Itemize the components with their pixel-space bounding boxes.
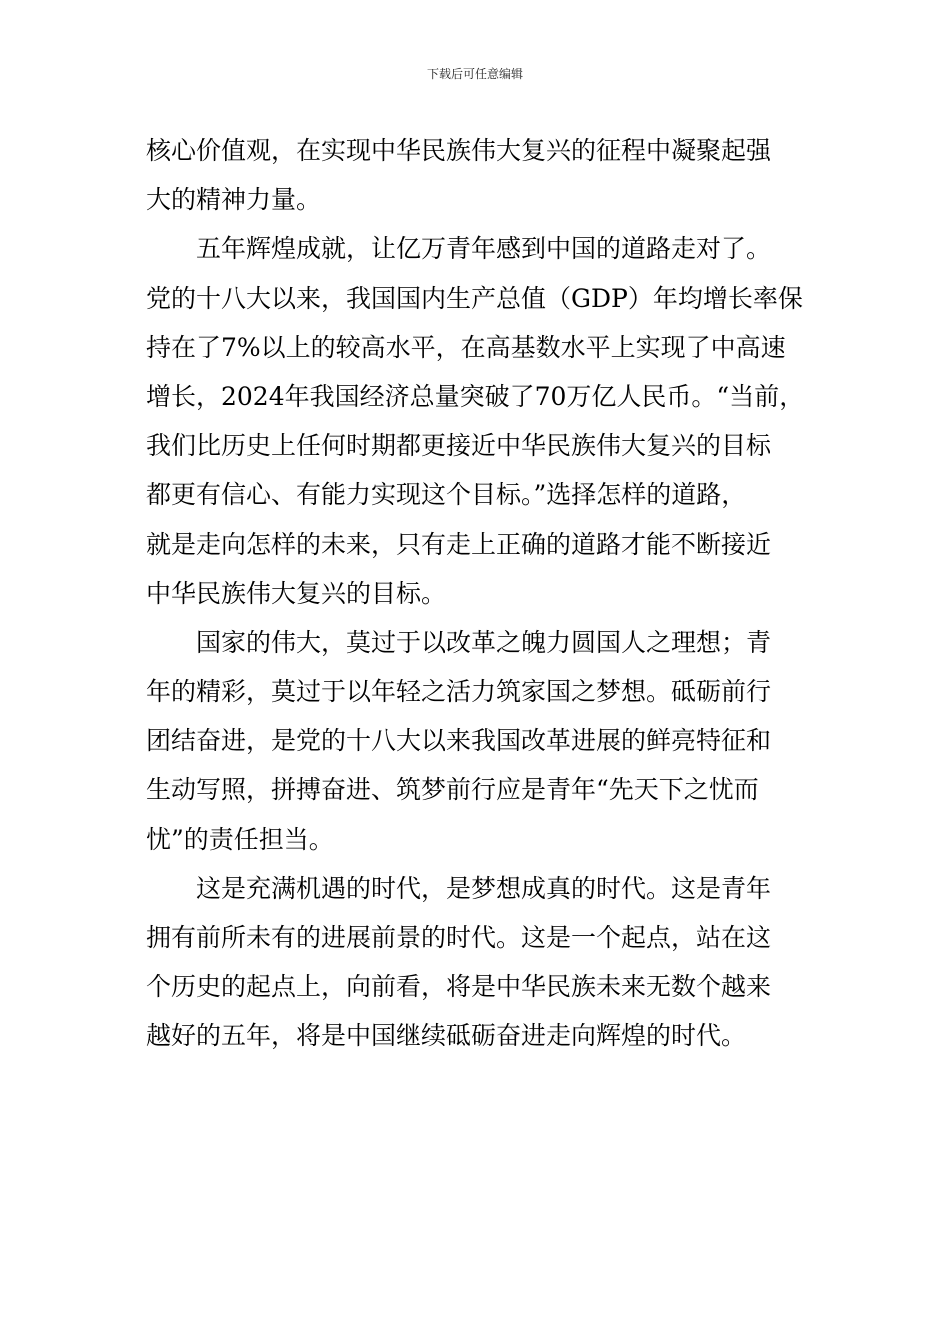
- document-body: [146, 126, 810, 1061]
- text-line: 生动写照，拼搏奋进、筑梦前行应是青年“先天下之忧而: [146, 775, 759, 805]
- text-line: 忧”的责任担当。: [146, 824, 334, 854]
- text-line: 越好的五年，将是中国继续砥砺奋进走向辉煌的时代。: [146, 1021, 747, 1051]
- text-line: 个历史的起点上，向前看，将是中华民族未来无数个越来: [146, 972, 772, 1002]
- text-line: 都更有信心、有能力实现这个目标。”选择怎样的道路，: [146, 480, 747, 510]
- text-line: 持在了7%以上的较高水平，在高基数水平上实现了中高速: [146, 332, 786, 362]
- text-line: 五年辉煌成就，让亿万青年感到中国的道路走对了。: [196, 234, 772, 264]
- text-line: 中华民族伟大复兴的目标。: [146, 578, 447, 608]
- text-line: 团结奋进，是党的十八大以来我国改革进展的鲜亮特征和: [146, 726, 772, 756]
- text-line: 拥有前所未有的进展前景的时代。这是一个起点，站在这: [146, 923, 772, 952]
- text-line: 党的十八大以来，我国国内生产总值（GDP）年均增长率保: [146, 283, 803, 313]
- text-line: 增长，2024年我国经济总量突破了70万亿人民币。“当前，: [146, 381, 805, 411]
- text-line: 这是充满机遇的时代，是梦想成真的时代。这是青年: [196, 873, 772, 903]
- text-line: 核心价值观，在实现中华民族伟大复兴的征程中凝聚起强: [146, 136, 772, 165]
- text-line: 国家的伟大，莫过于以改革之魄力圆国人之理想；青: [196, 627, 772, 657]
- text-line: 就是走向怎样的未来，只有走上正确的道路才能不断接近: [146, 529, 772, 559]
- text-line: 大的精神力量。: [146, 185, 322, 215]
- text-line: 我们比历史上任何时期都更接近中华民族伟大复兴的目标: [146, 431, 772, 461]
- text-line: 年的精彩，莫过于以年轻之活力筑家国之梦想。砥砺前行: [146, 677, 772, 707]
- page-header: 下载后可任意编辑: [426, 67, 523, 81]
